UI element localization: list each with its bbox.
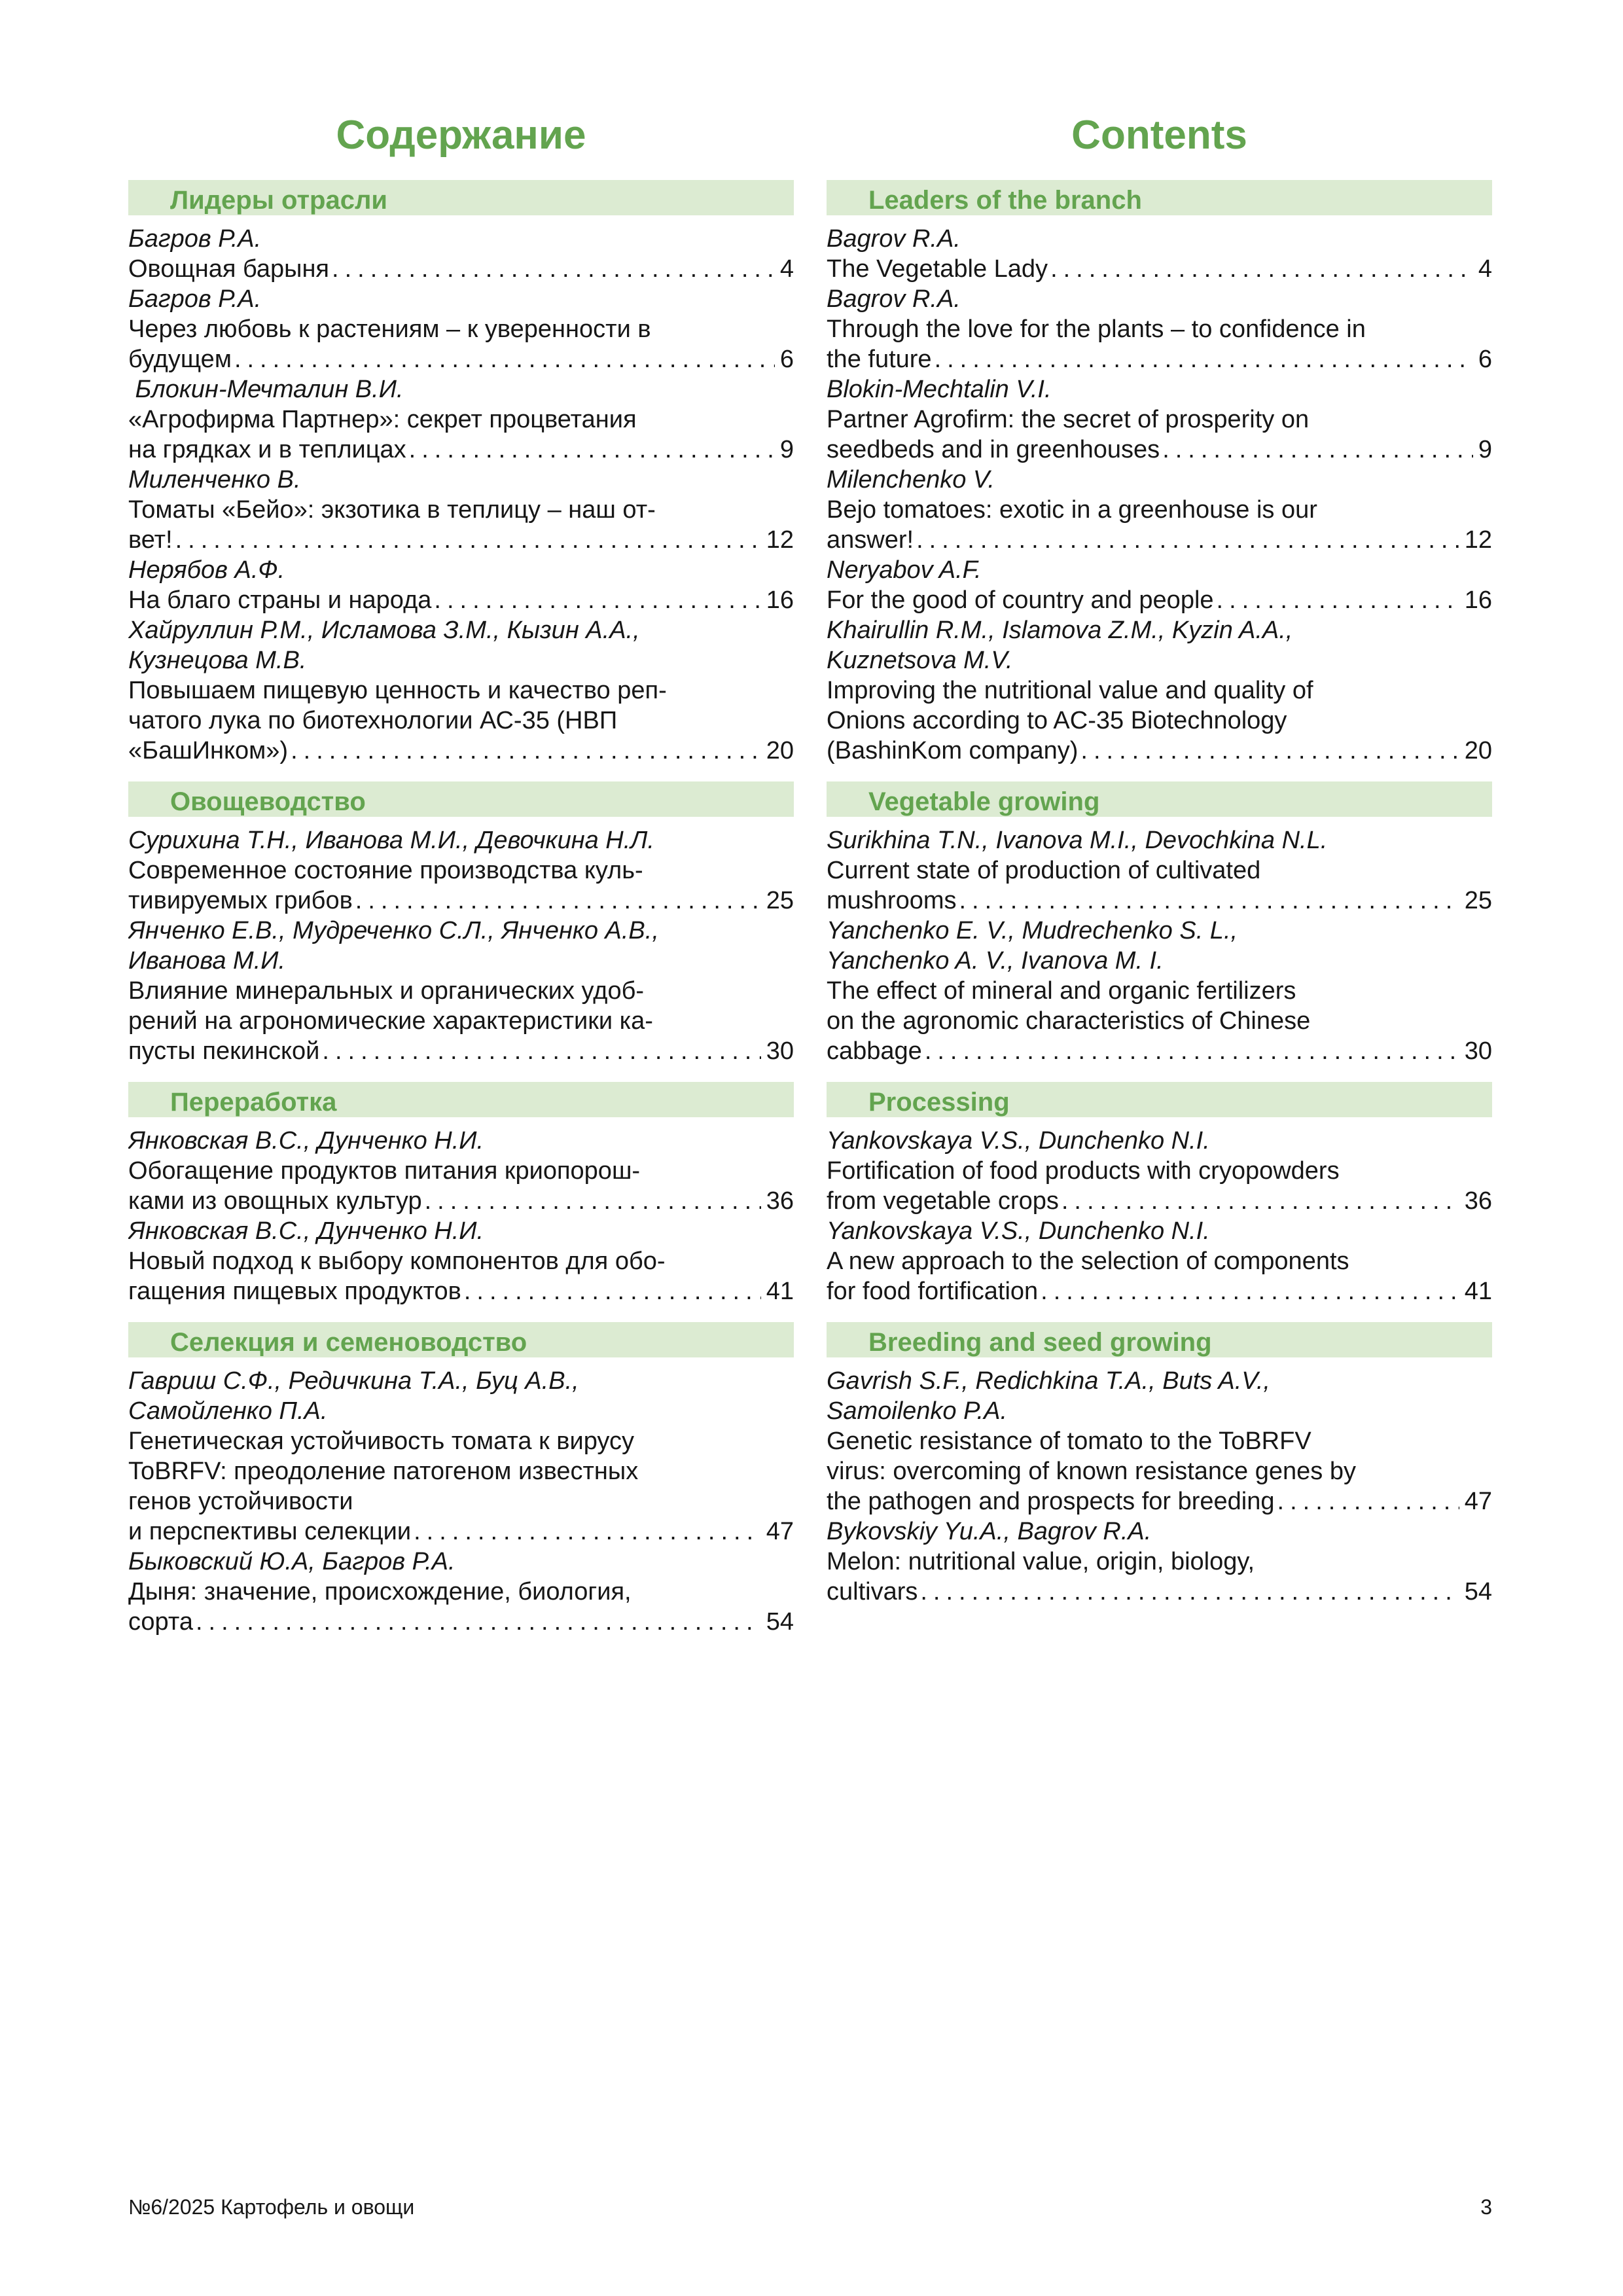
entry-title-line: ToBRFV: преодоление патогеном известных: [128, 1458, 639, 1485]
entry-page-number: 54: [1464, 1578, 1492, 1605]
entry-page-number: 47: [766, 1518, 794, 1545]
entry-title-line: Partner Agrofirm: the secret of prosperity on: [827, 406, 1310, 433]
toc-entry: [827, 916, 1492, 1066]
toc-entry: [827, 1216, 1492, 1306]
entry-authors-line: Блокин-Мечталин В.И.: [128, 376, 404, 403]
entry-title-last-line: [827, 886, 1492, 916]
entry-page-number: 20: [766, 737, 794, 764]
toc-entry: [827, 615, 1492, 766]
entry-title-line: Genetic resistance of tomato to the ToBRFV: [827, 1427, 1311, 1455]
entry-title-text: for food fortification: [827, 1278, 1039, 1305]
entry-title-line: A new approach to the selection of components: [827, 1247, 1349, 1275]
entry-title-line: Повышаем пищевую ценность и качество реп-: [128, 677, 667, 704]
entry-title-text: answer!: [827, 526, 914, 554]
entry-title-last-line: [128, 585, 794, 615]
toc-entry: [827, 555, 1492, 615]
section-band: [128, 180, 794, 215]
toc-entry: [827, 1366, 1492, 1516]
toc-entry: [128, 374, 794, 465]
dot-leader: [434, 585, 760, 615]
entry-authors-line: Bykovskiy Yu.A., Bagrov R.A.: [827, 1518, 1152, 1545]
entry-authors-line: Neryabov A.F.: [827, 556, 982, 584]
entry-title-last-line: [827, 525, 1492, 555]
entry-title-last-line: [128, 1516, 794, 1547]
entry-title-text: For the good of country and people: [827, 586, 1214, 614]
entry-page-number: 41: [1464, 1278, 1492, 1305]
entry-title-text: mushrooms: [827, 887, 957, 914]
entry-page-number: 16: [1464, 586, 1492, 614]
entry-authors-line: Yankovskaya V.S., Dunchenko N.I.: [827, 1127, 1210, 1155]
toc-section-en-3: [827, 1322, 1492, 1607]
toc-entry: [128, 555, 794, 615]
entry-title-last-line: [827, 1486, 1492, 1516]
dot-leader: [355, 886, 761, 916]
entry-title-text: cabbage: [827, 1037, 922, 1065]
entry-page-number: 47: [1464, 1488, 1492, 1515]
entry-authors-line: Янковская В.С., Дунченко Н.И.: [128, 1217, 484, 1245]
entry-title-text: the pathogen and prospects for breeding: [827, 1488, 1275, 1515]
entry-page-number: 30: [1464, 1037, 1492, 1065]
entry-authors-line: Сурихина Т.Н., Иванова М.И., Девочкина Н.Л.: [128, 827, 654, 854]
dot-leader: [414, 1516, 761, 1547]
entry-title-last-line: [827, 736, 1492, 766]
dot-leader: [409, 435, 775, 465]
entry-title-last-line: [827, 1276, 1492, 1306]
dot-leader: [234, 344, 775, 374]
dot-leader: [1217, 585, 1459, 615]
entry-title-line: Генетическая устойчивость томата к вирусу: [128, 1427, 634, 1455]
section-header-label: Vegetable growing: [868, 787, 1100, 816]
entry-authors-line: Багров Р.А.: [128, 225, 262, 253]
entry-title-last-line: [827, 254, 1492, 284]
entry-title-line: Improving the nutritional value and quality of: [827, 677, 1313, 704]
toc-columns: [128, 180, 1492, 1637]
toc-section-ru-2: [128, 1082, 794, 1306]
entry-page-number: 6: [1478, 346, 1492, 373]
toc-entry: [128, 1216, 794, 1306]
toc-column-en: [827, 180, 1492, 1637]
entry-title-line: virus: overcoming of known resistance genes by: [827, 1458, 1356, 1485]
entry-title-last-line: [128, 1036, 794, 1066]
entry-title-line: рений на агрономические характеристики ка-: [128, 1007, 653, 1035]
section-band: [128, 1082, 794, 1117]
toc-entry: [827, 374, 1492, 465]
entry-title-text: The Vegetable Lady: [827, 255, 1048, 283]
entry-page-number: 25: [1464, 887, 1492, 914]
footer-issue-label: №6/2025 Картофель и овощи: [128, 2195, 415, 2219]
dot-leader: [332, 254, 775, 284]
entry-title-text: гащения пищевых продуктов: [128, 1278, 461, 1305]
entry-authors-line: Кузнецова М.В.: [128, 647, 307, 674]
entry-title-last-line: [128, 525, 794, 555]
toc-section-en-0: [827, 180, 1492, 766]
entry-title-line: Дыня: значение, происхождение, биология,: [128, 1578, 632, 1605]
entry-authors-line: Быковский Ю.А, Багров Р.А.: [128, 1548, 455, 1575]
entry-title-line: Through the love for the plants – to confidence in: [827, 315, 1366, 343]
entry-title-last-line: [827, 1577, 1492, 1607]
entry-authors-line: Хайруллин Р.М., Исламова З.М., Кызин А.А.,: [128, 617, 640, 644]
entry-title-text: (BashinKom company): [827, 737, 1079, 764]
toc-section-ru-0: [128, 180, 794, 766]
toc-entry: [128, 224, 794, 284]
entry-title-text: «БашИнком»): [128, 737, 289, 764]
entry-title-text: На благо страны и народа: [128, 586, 432, 614]
section-band: [827, 1082, 1492, 1117]
footer-page-number: 3: [1480, 2195, 1492, 2219]
entry-title-last-line: [128, 1607, 794, 1637]
entry-title-line: Bejo tomatoes: exotic in a greenhouse is our: [827, 496, 1317, 524]
toc-column-ru: [128, 180, 794, 1637]
entry-authors-line: Gavrish S.F., Redichkina T.A., Buts A.V.,: [827, 1367, 1270, 1395]
entry-page-number: 36: [1464, 1187, 1492, 1215]
entry-title-text: на грядках и в теплицах: [128, 436, 406, 463]
dot-leader: [175, 525, 761, 555]
toc-section-en-2: [827, 1082, 1492, 1306]
entry-page-number: 4: [1478, 255, 1492, 283]
entry-title-last-line: [128, 886, 794, 916]
entry-page-number: 30: [766, 1037, 794, 1065]
dot-leader: [920, 1577, 1459, 1607]
dot-leader: [1080, 736, 1459, 766]
toc-entry: [827, 224, 1492, 284]
dot-leader: [1041, 1276, 1459, 1306]
dot-leader: [916, 525, 1459, 555]
toc-entry: [128, 916, 794, 1066]
entry-page-number: 4: [779, 255, 794, 283]
toc-entry: [128, 825, 794, 916]
entry-title-text: Овощная барыня: [128, 255, 330, 283]
entry-authors-line: Bagrov R.A.: [827, 285, 961, 313]
page-footer: [128, 2194, 1492, 2220]
dot-leader: [291, 736, 761, 766]
section-header-label: Овощеводство: [170, 787, 366, 816]
dot-leader: [464, 1276, 761, 1306]
entry-title-last-line: [128, 1276, 794, 1306]
section-band: [827, 180, 1492, 215]
entry-title-last-line: [827, 1036, 1492, 1066]
entry-title-text: сорта: [128, 1608, 193, 1636]
entry-title-text: from vegetable crops: [827, 1187, 1059, 1215]
entry-title-last-line: [128, 1186, 794, 1216]
entry-title-text: вет!: [128, 526, 173, 554]
section-header-label: Селекция и семеноводство: [170, 1328, 527, 1357]
entry-title-line: генов устойчивости: [128, 1488, 353, 1515]
entry-title-last-line: [128, 435, 794, 465]
entry-page-number: 9: [1478, 436, 1492, 463]
entry-title-last-line: [827, 344, 1492, 374]
entry-title-line: on the agronomic characteristics of Chinese: [827, 1007, 1311, 1035]
entry-title-last-line: [827, 435, 1492, 465]
dot-leader: [1050, 254, 1473, 284]
toc-entry: [827, 825, 1492, 916]
entry-title-line: Современное состояние производства куль-: [128, 857, 643, 884]
entry-title-last-line: [827, 1186, 1492, 1216]
entry-title-last-line: [827, 585, 1492, 615]
section-header-label: Breeding and seed growing: [868, 1328, 1212, 1357]
dot-leader: [959, 886, 1459, 916]
toc-entry: [128, 1366, 794, 1547]
dot-leader: [425, 1186, 761, 1216]
entry-authors-line: Surikhina T.N., Ivanova M.I., Devochkina N.L.: [827, 827, 1328, 854]
toc-entry: [827, 465, 1492, 555]
entry-title-text: тивируемых грибов: [128, 887, 353, 914]
entry-title-last-line: [128, 254, 794, 284]
entry-title-line: Melon: nutritional value, origin, biology,: [827, 1548, 1255, 1575]
section-band: [128, 781, 794, 817]
entry-authors-line: Иванова М.И.: [128, 947, 286, 975]
dot-leader: [1162, 435, 1473, 465]
toc-entry: [827, 284, 1492, 374]
dot-leader: [1061, 1186, 1459, 1216]
dot-leader: [935, 344, 1473, 374]
entry-title-line: Fortification of food products with cryopowders: [827, 1157, 1340, 1185]
entry-page-number: 16: [766, 586, 794, 614]
entry-page-number: 36: [766, 1187, 794, 1215]
entry-title-last-line: [128, 736, 794, 766]
entry-authors-line: Milenchenko V.: [827, 466, 995, 493]
entry-authors-line: Kuznetsova M.V.: [827, 647, 1013, 674]
entry-title-line: Влияние минеральных и органических удоб-: [128, 977, 645, 1005]
toc-section-ru-1: [128, 781, 794, 1066]
entry-title-line: «Агрофирма Партнер»: секрет процветания: [128, 406, 637, 433]
entry-authors-line: Багров Р.А.: [128, 285, 262, 313]
entry-authors-line: Khairullin R.M., Islamova Z.M., Kyzin A.A.,: [827, 617, 1293, 644]
titles-row: [128, 113, 1492, 158]
entry-title-line: Томаты «Бейо»: экзотика в теплицу – наш от-: [128, 496, 656, 524]
toc-entry: [827, 1516, 1492, 1607]
entry-title-line: чатого лука по биотехнологии АС-35 (НВП: [128, 707, 618, 734]
entry-title-line: The effect of mineral and organic fertilizers: [827, 977, 1296, 1005]
entry-authors-line: Yankovskaya V.S., Dunchenko N.I.: [827, 1217, 1210, 1245]
toc-entry: [128, 1126, 794, 1216]
entry-page-number: 25: [766, 887, 794, 914]
toc-entry: [128, 1547, 794, 1637]
entry-title-line: Через любовь к растениям – к уверенности в: [128, 315, 651, 343]
entry-title-text: и перспективы селекции: [128, 1518, 412, 1545]
section-band: [827, 1322, 1492, 1357]
entry-title-text: cultivars: [827, 1578, 918, 1605]
toc-entry: [128, 615, 794, 766]
entry-page-number: 20: [1464, 737, 1492, 764]
entry-title-line: Current state of production of cultivated: [827, 857, 1261, 884]
entry-authors-line: Bagrov R.A.: [827, 225, 961, 253]
entry-title-last-line: [128, 344, 794, 374]
entry-title-text: будущем: [128, 346, 232, 373]
section-header-label: Переработка: [170, 1088, 337, 1117]
entry-title-line: Onions according to AC-35 Biotechnology: [827, 707, 1287, 734]
toc-section-en-1: [827, 781, 1492, 1066]
dot-leader: [196, 1607, 761, 1637]
page-title-ru: Содержание: [336, 113, 586, 158]
page-title-en: Contents: [1071, 113, 1247, 158]
entry-authors-line: Миленченко В.: [128, 466, 301, 493]
section-band: [827, 781, 1492, 817]
section-header-label: Processing: [868, 1088, 1010, 1117]
entry-title-line: Обогащение продуктов питания криопорош-: [128, 1157, 641, 1185]
entry-authors-line: Нерябов А.Ф.: [128, 556, 285, 584]
entry-page-number: 54: [766, 1608, 794, 1636]
section-band: [128, 1322, 794, 1357]
entry-page-number: 6: [779, 346, 794, 373]
entry-title-text: пусты пекинской: [128, 1037, 320, 1065]
entry-page-number: 41: [766, 1278, 794, 1305]
toc-section-ru-3: [128, 1322, 794, 1637]
dot-leader: [322, 1036, 760, 1066]
toc-entry: [827, 1126, 1492, 1216]
section-header-label: Leaders of the branch: [868, 186, 1142, 215]
entry-page-number: 9: [779, 436, 794, 463]
entry-authors-line: Янченко Е.В., Мудреченко С.Л., Янченко А.В.,: [128, 917, 659, 944]
entry-page-number: 12: [766, 526, 794, 554]
toc-entry: [128, 465, 794, 555]
entry-authors-line: Yanchenko E. V., Mudrechenko S. L.,: [827, 917, 1238, 944]
entry-authors-line: Yanchenko A. V., Ivanova M. I.: [827, 947, 1164, 975]
toc-entry: [128, 284, 794, 374]
entry-title-text: the future: [827, 346, 932, 373]
entry-title-text: ками из овощных культур: [128, 1187, 422, 1215]
entry-authors-line: Гавриш С.Ф., Редичкина Т.А., Буц А.В.,: [128, 1367, 579, 1395]
section-header-label: Лидеры отрасли: [170, 186, 387, 215]
entry-title-text: seedbeds and in greenhouses: [827, 436, 1160, 463]
entry-authors-line: Samoilenko P.A.: [827, 1397, 1008, 1425]
entry-title-line: Новый подход к выбору компонентов для обо-: [128, 1247, 666, 1275]
entry-page-number: 12: [1464, 526, 1492, 554]
dot-leader: [1277, 1486, 1459, 1516]
entry-authors-line: Самойленко П.А.: [128, 1397, 328, 1425]
entry-authors-line: Янковская В.С., Дунченко Н.И.: [128, 1127, 484, 1155]
entry-authors-line: Blokin-Mechtalin V.I.: [827, 376, 1052, 403]
dot-leader: [925, 1036, 1459, 1066]
